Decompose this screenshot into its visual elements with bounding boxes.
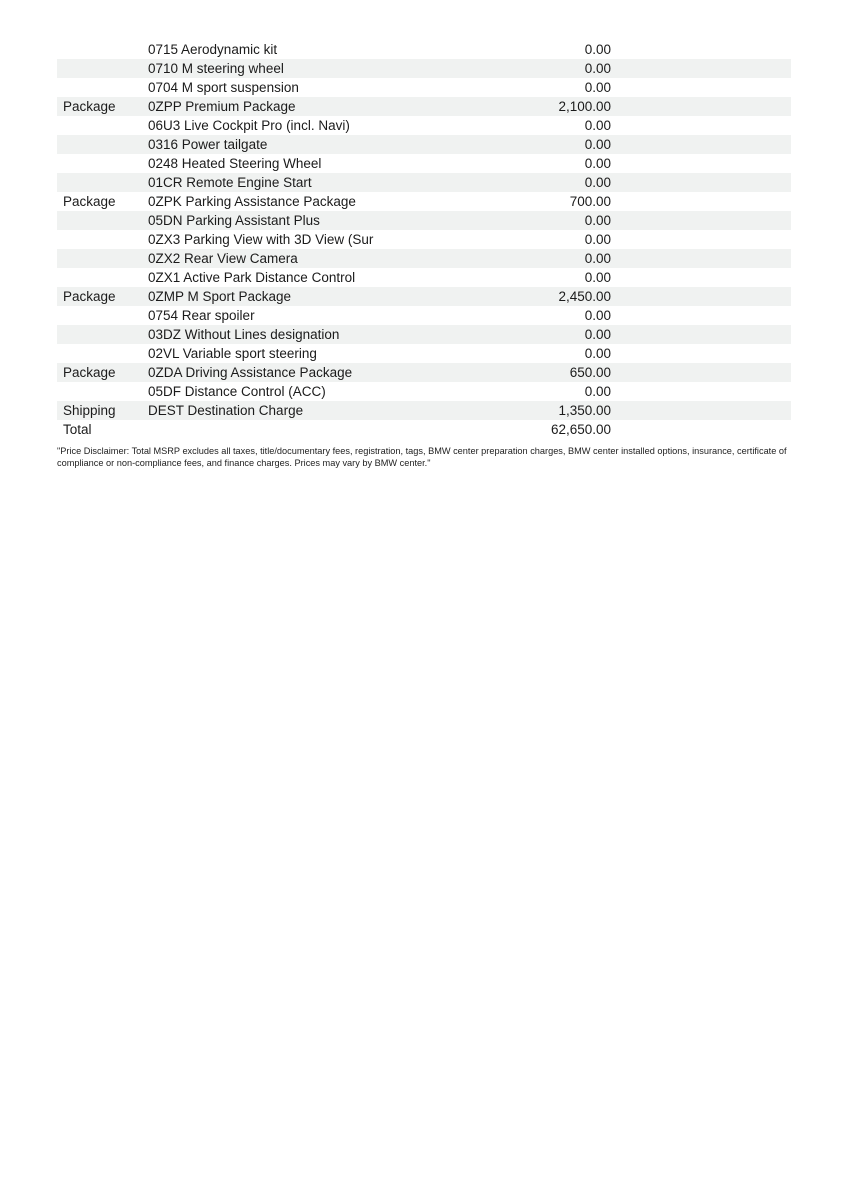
row-spacer bbox=[611, 78, 791, 97]
row-option-text: 05DF Distance Control (ACC) bbox=[148, 384, 326, 399]
table-row bbox=[57, 325, 791, 344]
row-category-label bbox=[57, 325, 148, 344]
row-category-label bbox=[57, 40, 148, 59]
table-row bbox=[57, 40, 791, 59]
row-price-value: 0.00 bbox=[584, 327, 611, 342]
row-spacer bbox=[611, 325, 791, 344]
row-spacer bbox=[611, 401, 791, 420]
row-spacer bbox=[611, 306, 791, 325]
row-category-label bbox=[57, 344, 148, 363]
row-category-label bbox=[57, 211, 148, 230]
row-option-text: 05DN Parking Assistant Plus bbox=[148, 213, 320, 228]
table-row bbox=[57, 287, 791, 306]
row-option-text: 0715 Aerodynamic kit bbox=[148, 42, 278, 57]
row-option-text: 0ZX3 Parking View with 3D View (Sur bbox=[148, 232, 374, 247]
row-price-value: 0.00 bbox=[584, 384, 611, 399]
table-row bbox=[57, 363, 791, 382]
row-option-text: 0ZPK Parking Assistance Package bbox=[148, 194, 356, 209]
row-option-text: 0704 M sport suspension bbox=[148, 80, 299, 95]
row-spacer bbox=[611, 382, 791, 401]
table-row bbox=[57, 268, 791, 287]
row-price-value: 0.00 bbox=[584, 232, 611, 247]
row-category-label: Package bbox=[63, 289, 116, 304]
row-spacer bbox=[611, 268, 791, 287]
row-spacer bbox=[611, 249, 791, 268]
row-category-label bbox=[57, 230, 148, 249]
row-spacer bbox=[611, 135, 791, 154]
table-row bbox=[57, 97, 791, 116]
row-spacer bbox=[611, 287, 791, 306]
row-option-text: 0710 M steering wheel bbox=[148, 61, 284, 76]
row-option-text: 0248 Heated Steering Wheel bbox=[148, 156, 322, 171]
table-row bbox=[57, 306, 791, 325]
row-option-text: 0ZX1 Active Park Distance Control bbox=[148, 270, 356, 285]
row-spacer bbox=[611, 116, 791, 135]
row-spacer bbox=[611, 59, 791, 78]
row-price-value: 2,450.00 bbox=[558, 289, 611, 304]
row-category-label bbox=[57, 173, 148, 192]
row-category-label bbox=[57, 135, 148, 154]
row-category-label bbox=[57, 268, 148, 287]
row-category-label: Shipping bbox=[63, 403, 116, 418]
table-row bbox=[57, 173, 791, 192]
row-option-text bbox=[148, 420, 451, 439]
row-price-value: 1,350.00 bbox=[558, 403, 611, 418]
row-price-value: 0.00 bbox=[584, 80, 611, 95]
row-option-text: 0ZDA Driving Assistance Package bbox=[148, 365, 353, 380]
row-category-label: Package bbox=[63, 99, 116, 114]
row-spacer bbox=[611, 173, 791, 192]
row-price-value: 0.00 bbox=[584, 251, 611, 266]
row-spacer bbox=[611, 230, 791, 249]
row-option-text: DEST Destination Charge bbox=[148, 403, 304, 418]
row-category-label bbox=[57, 59, 148, 78]
row-option-text: 02VL Variable sport steering bbox=[148, 346, 317, 361]
price-disclaimer: "Price Disclaimer: Total MSRP excludes all taxes, title/documentary fees, registration, tags, BMW center preparation charges, BMW center installed options, insurance, certificate of compliance or non-compliance fees, and finance charges. Prices may vary by BMW center." bbox=[57, 446, 787, 468]
row-option-text: 0ZPP Premium Package bbox=[148, 99, 296, 114]
row-spacer bbox=[611, 192, 791, 211]
row-price-value: 0.00 bbox=[584, 118, 611, 133]
row-price-value: 0.00 bbox=[584, 137, 611, 152]
row-category-label: Total bbox=[63, 422, 92, 437]
options-table bbox=[57, 40, 791, 439]
row-option-text: 0316 Power tailgate bbox=[148, 137, 268, 152]
table-row bbox=[57, 78, 791, 97]
table-row bbox=[57, 382, 791, 401]
row-price-value: 0.00 bbox=[584, 213, 611, 228]
table-row bbox=[57, 192, 791, 211]
table-row bbox=[57, 154, 791, 173]
row-category-label bbox=[57, 382, 148, 401]
row-option-text: 03DZ Without Lines designation bbox=[148, 327, 340, 342]
row-option-text: 0ZMP M Sport Package bbox=[148, 289, 292, 304]
table-row bbox=[57, 230, 791, 249]
table-row bbox=[57, 59, 791, 78]
row-category-label: Package bbox=[63, 365, 116, 380]
row-spacer bbox=[611, 344, 791, 363]
row-category-label bbox=[57, 78, 148, 97]
row-price-value: 650.00 bbox=[569, 365, 611, 380]
row-category-label bbox=[57, 116, 148, 135]
table-row bbox=[57, 420, 791, 439]
row-option-text: 06U3 Live Cockpit Pro (incl. Navi) bbox=[148, 118, 350, 133]
row-category-label bbox=[57, 249, 148, 268]
row-price-value: 0.00 bbox=[584, 270, 611, 285]
row-category-label bbox=[57, 306, 148, 325]
row-price-value: 0.00 bbox=[584, 175, 611, 190]
table-row bbox=[57, 116, 791, 135]
row-spacer bbox=[611, 211, 791, 230]
row-price-value: 0.00 bbox=[584, 42, 611, 57]
row-option-text: 01CR Remote Engine Start bbox=[148, 175, 312, 190]
row-category-label: Package bbox=[63, 194, 116, 209]
table-row bbox=[57, 401, 791, 420]
row-spacer bbox=[611, 420, 791, 439]
row-price-value: 0.00 bbox=[584, 346, 611, 361]
row-price-value: 0.00 bbox=[584, 61, 611, 76]
row-price-value: 62,650.00 bbox=[550, 422, 611, 437]
row-option-text: 0754 Rear spoiler bbox=[148, 308, 255, 323]
table-row bbox=[57, 211, 791, 230]
row-spacer bbox=[611, 40, 791, 59]
row-price-value: 700.00 bbox=[569, 194, 611, 209]
row-price-value: 2,100.00 bbox=[558, 99, 611, 114]
row-spacer bbox=[611, 154, 791, 173]
table-row bbox=[57, 249, 791, 268]
row-price-value: 0.00 bbox=[584, 156, 611, 171]
row-spacer bbox=[611, 97, 791, 116]
table-row bbox=[57, 344, 791, 363]
row-price-value: 0.00 bbox=[584, 308, 611, 323]
row-spacer bbox=[611, 363, 791, 382]
row-category-label bbox=[57, 154, 148, 173]
table-row bbox=[57, 135, 791, 154]
row-option-text: 0ZX2 Rear View Camera bbox=[148, 251, 298, 266]
